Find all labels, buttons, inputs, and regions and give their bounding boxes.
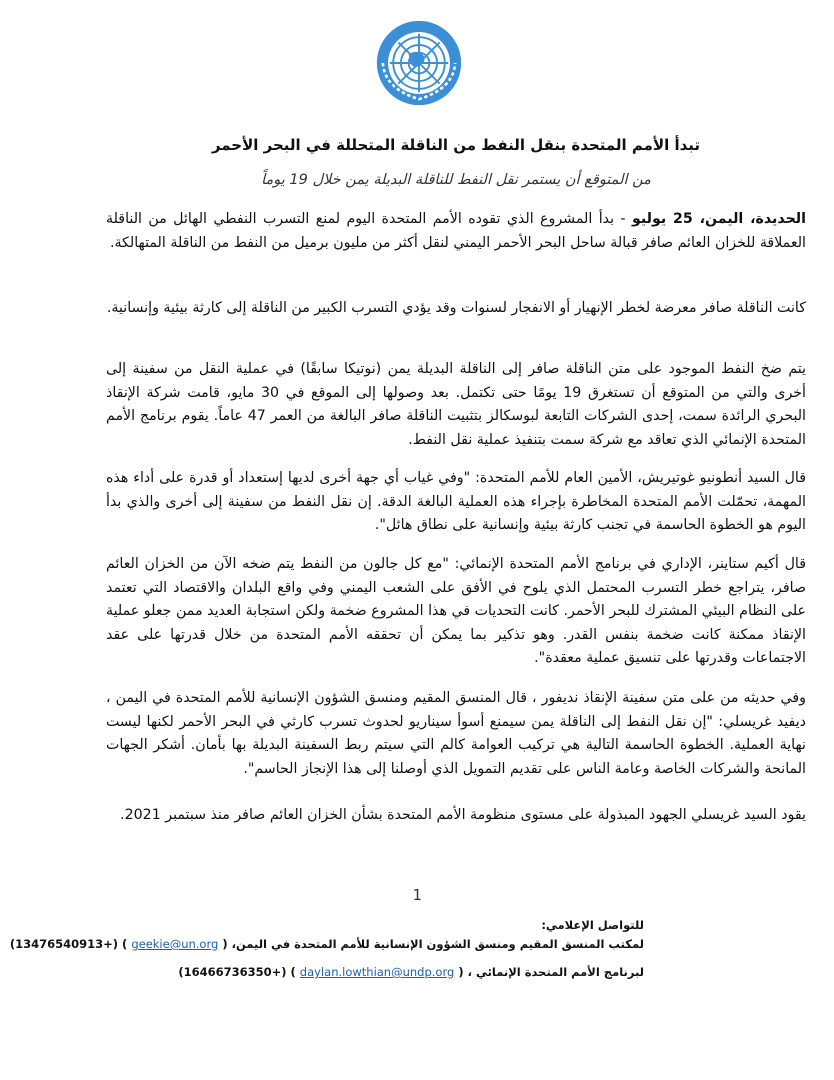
un-emblem-logo — [376, 20, 462, 106]
dateline: الحديدة، اليمن، 25 يوليو — [631, 211, 806, 227]
paragraph-text: - بدأ المشروع الذي تقوده الأمم المتحدة اليوم لمنع التسرب النفطي الهائل من الناقلة العملاقة للخزان العائم صافر قبالة ساحل البحر الأحمر اليمني لنقل أكثر من مليون برميل من النفط من الناقلة المتهالكة. — [106, 211, 806, 251]
body-paragraph-3: يتم ضخ النفط الموجود على متن الناقلة صافر إلى الناقلة البديلة يمن (نوتيكا سابقًا) في عملية النقل من سفينة إلى أخرى والتي من المتوقع أن تستغرق 19 يومًا حتى تكتمل. بعد وصولها إلى الموقع في 30 مايو، قامت شركة الإنقاذ البحري الرائدة سمت، إحدى الشركات التابعة لبوسكالز بتثبيت الناقلة صافر البالغة من العمر 47 عاماً. يقوم برنامج الأمم المتحدة الإنمائي الذي تعاقد مع شركة سمت بتنفيذ عملية نقل النفط. — [106, 361, 806, 448]
page-subtitle: من المتوقع أن يستمر نقل النفط للناقلة البديلة يمن خلال 19 يوماً — [261, 172, 651, 188]
contact-label: لمكتب المنسق المقيم ومنسق الشؤون الإنسانية للأمم المتحدة في اليمن، ( — [222, 937, 644, 951]
body-paragraph-6: وفي حديثه من على متن سفينة الإنقاذ نديفور ، قال المنسق المقيم ومنسق الشؤون الإنسانية للأمم المتحدة في اليمن ، ديفيد غريسلي: "إن نقل النفط إلى الناقلة يمن سيمنع أسوأ سيناريو لحدوث تسرب كارثي في البحر الأحمر لكنها ليست نهاية العملية. الخطوة الحاسمة التالية هي تركيب العوامة كالم التي سيتم ربط السفينة البديلة بها بأمان. أشكر الجهات المانحة والشركات الخاصة وعامة الناس على تقديم التمويل الذي أوصلنا إلى هذا الإنجاز الحاسم". — [106, 690, 806, 777]
body-paragraph-5: قال أكيم ستاينر، الإداري في برنامج الأمم المتحدة الإنمائي: "مع كل جالون من النفط يتم ضخه الآن من الخزان العائم صافر، يتراجع خطر التسرب المحتمل الذي يلوح في الأفق على الشعب اليمني وفي واقع البلدان والاقتصاد التي تعتمد على النظام البيئي المشترك للبحر الأحمر. كانت التحديات في هذا المشروع ضخمة ولكن استجابة العديد ممن جعلو عملية الإنقاذ ممكنة كانت ضخمة بنفس القدر. وهو تذكير بما يمكن أن تحققه الأمم المتحدة من خلال قدرتها على عقد الاجتماعات وقدرتها على تنسيق عملية معقدة". — [106, 556, 806, 666]
contact-phone: ) (+13476540913) — [9, 937, 128, 951]
page-title: تبدأ الأمم المتحدة بنقل النفط من الناقلة المتحللة في البحر الأحمر — [211, 136, 701, 154]
contact-line-ocha — [10, 937, 644, 951]
body-paragraph-1 — [106, 208, 806, 255]
body-paragraph-7: يقود السيد غريسلي الجهود المبذولة على مستوى منظومة الأمم المتحدة بشأن الخزان العائم صافر منذ سبتمبر 2021. — [120, 807, 806, 823]
contact-phone: ) (+16466736350) — [178, 965, 296, 979]
contact-line-undp — [178, 965, 644, 979]
contacts-heading: للتواصل الإعلامي: — [541, 918, 644, 932]
email-link[interactable]: geekie@un.org — [131, 937, 219, 951]
page-number: 1 — [412, 886, 422, 904]
contact-label: لبرنامج الأمم المتحدة الإنمائي ، ( — [458, 965, 644, 979]
body-paragraph-4: قال السيد أنطونيو غوتيريش، الأمين العام للأمم المتحدة: "وفي غياب أي جهة أخرى لديها إستعداد أو قدرة على أداء هذه المهمة، تحمّلت الأمم المتحدة المخاطرة بإجراء هذه العملية البالغة الدقة. إن نقل النفط من سفينة إلى أخرى والذي بدأ اليوم هو الخطوة الحاسمة في تجنب كارثة بيئية وإنسانية على نطاق هائل". — [106, 470, 806, 533]
email-link[interactable]: daylan.lowthian@undp.org — [299, 965, 455, 979]
body-paragraph-2: كانت الناقلة صافر معرضة لخطر الإنهيار أو الانفجار لسنوات وقد يؤدي التسرب الكبير من الناقلة إلى كارثة بيئية وإنسانية. — [106, 300, 806, 316]
